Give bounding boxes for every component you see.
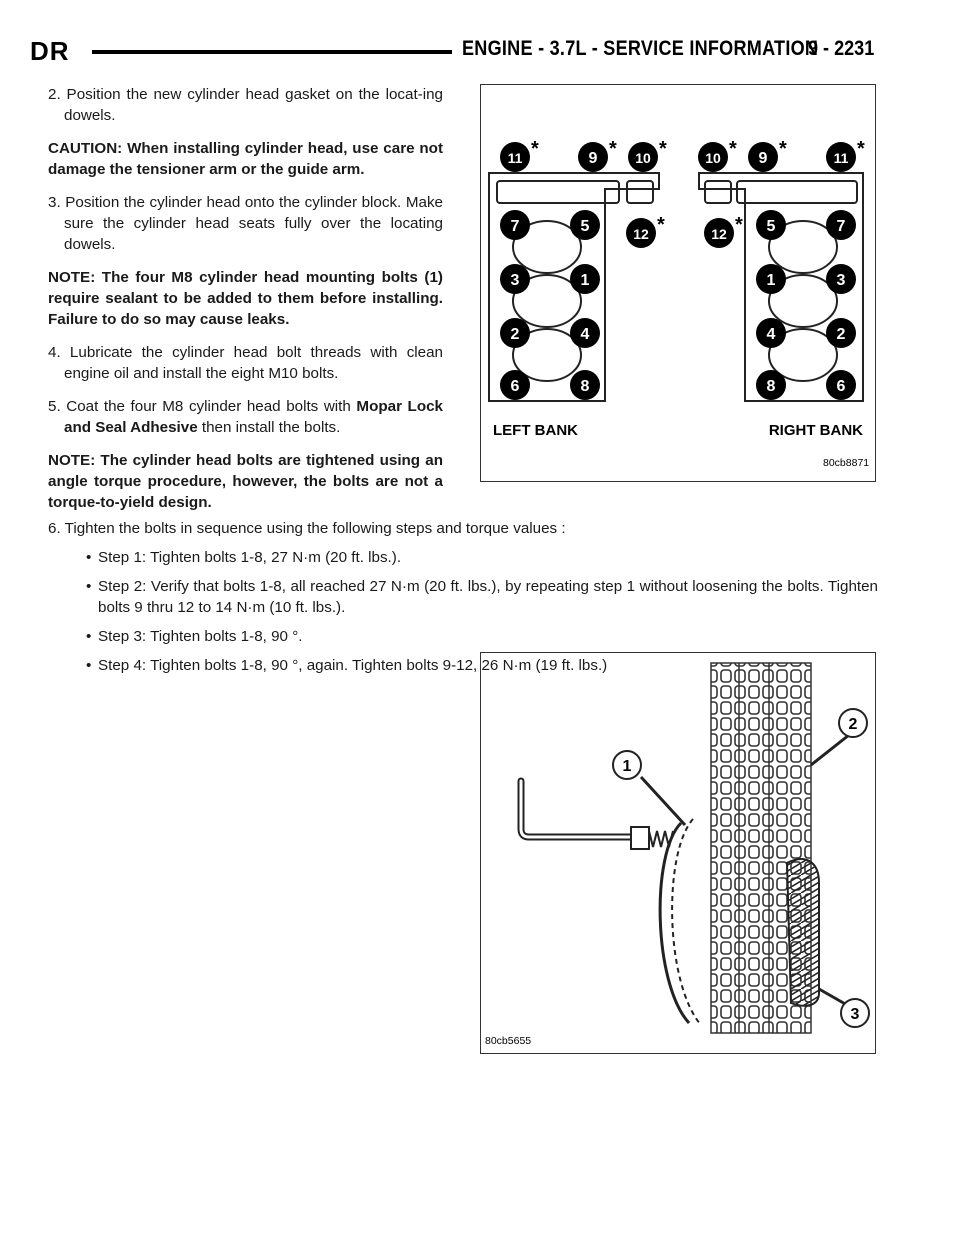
right-bank-bolt-number: 6: [836, 378, 846, 395]
callout-leader-3: [819, 989, 847, 1005]
header-rule: [92, 50, 452, 54]
note-angle-torque: NOTE: The cylinder head bolts are tightened using an angle torque procedure, however, the bolts are not a torque-to-yield design.: [48, 452, 443, 511]
callout-2-label: 2: [848, 716, 858, 733]
torque-step-item: [48, 547, 878, 568]
sprocket-teeth: [672, 819, 701, 1025]
torque-step-text: Step 4: Tighten bolts 1-8, 90 °, again. Tighten bolts 9-12, 26 N·m (19 ft. lbs.): [98, 657, 608, 674]
left-bank-cam-tab: [627, 181, 653, 203]
right-bank-bolt-number: 8: [766, 378, 776, 395]
procedure-column: [48, 84, 443, 525]
left-bank-bolt-star: *: [657, 214, 665, 236]
right-bank-bolt-number: 3: [836, 272, 846, 289]
left-bank-bolt-number: 1: [580, 272, 590, 289]
figure-id: 80cb8871: [823, 457, 870, 469]
left-bank-bolt-star: *: [659, 138, 667, 160]
right-bank-bolt-star: *: [729, 138, 737, 160]
left-bank-bolt-number: 10: [635, 150, 651, 166]
left-bank-bolt-number: 5: [580, 218, 590, 235]
caution-note: CAUTION: When installing cylinder head, use care not damage the tensioner arm or the guide arm.: [48, 140, 443, 178]
right-bank-bolt-star: *: [735, 214, 743, 236]
left-bank-bolt-number: 4: [580, 326, 590, 343]
right-bank-bolt-number: 4: [766, 326, 776, 343]
callout-leader-1: [641, 777, 685, 825]
torque-step-text: Step 2: Verify that bolts 1-8, all reached 27 N·m (20 ft. lbs.), by repeating step 1 without loosening the bolts. Tighten bolts 9 thru 12 to 14 N·m (10 ft. lbs.).: [98, 578, 878, 616]
step-5-text-b: then install the bolts.: [201, 419, 341, 436]
bullet: •: [86, 657, 92, 674]
torque-step-item: [48, 626, 878, 647]
torque-step-text: Step 1: Tighten bolts 1-8, 27 N·m (20 ft. lbs.).: [98, 549, 402, 566]
step-4: 4. Lubricate the cylinder head bolt threads with clean engine oil and install the eight M10 bolts.: [48, 344, 443, 382]
left-bank-bolt-star: *: [531, 138, 539, 160]
holding-pin: [521, 781, 631, 837]
right-bank-cam-tab: [705, 181, 731, 203]
helical-gear: [787, 859, 819, 1006]
torque-step-item: [48, 576, 878, 618]
step-5: [48, 396, 443, 438]
left-bank-bolt-number: 6: [510, 378, 520, 395]
left-bank-bolt-star: *: [609, 138, 617, 160]
bullet: •: [86, 628, 92, 645]
right-bank-bolt-number: 5: [766, 218, 776, 235]
callout-leader-2: [811, 735, 849, 765]
right-bank-label: RIGHT BANK: [768, 422, 863, 439]
section-code: DR: [30, 36, 70, 66]
callout-3-label: 3: [850, 1006, 860, 1023]
note-sealant: NOTE: The four M8 cylinder head mounting bolts (1) require sealant to be added to them before installing. Failure to do so may cause leaks.: [48, 269, 443, 328]
bullet: •: [86, 549, 92, 566]
holding-pin-highlight: [521, 781, 631, 837]
page-number: 9 - 2231: [808, 37, 875, 60]
callout-1-label: 1: [622, 758, 632, 775]
pin-threads: [649, 831, 673, 847]
bolt-sequence-diagram: [481, 85, 875, 481]
right-bank-bolt-number: 11: [833, 150, 849, 166]
bolt-sequence-figure: [480, 84, 876, 482]
right-bank-bolt-star: *: [779, 138, 787, 160]
left-bank-label: LEFT BANK: [493, 422, 578, 439]
left-bank-cam-cover: [497, 181, 619, 203]
left-bank-bolt-number: 8: [580, 378, 590, 395]
page-title: ENGINE - 3.7L - SERVICE INFORMATION: [462, 37, 819, 60]
timing-chain-illustration: [481, 653, 875, 1053]
pin-nut: [631, 827, 649, 849]
left-bank-bolt-number: 12: [633, 226, 649, 242]
step-3: 3. Position the cylinder head onto the cylinder block. Make sure the cylinder head seats fully over the locating dowels.: [48, 194, 443, 253]
left-bank-bolt-number: 9: [588, 150, 598, 167]
left-bank-bolt-number: 3: [510, 272, 520, 289]
right-bank-bolt-number: 7: [836, 218, 846, 235]
left-bank-bolt-number: 11: [507, 150, 523, 166]
sprocket-outer-edge: [660, 823, 689, 1023]
right-bank-bolt-number: 10: [705, 150, 721, 166]
figure-id: 80cb5655: [485, 1035, 532, 1047]
left-bank-bolt-number: 2: [510, 326, 520, 343]
right-bank-bolt-number: 9: [758, 150, 768, 167]
step-6: 6. Tighten the bolts in sequence using the following steps and torque values :: [48, 520, 566, 537]
step-5-text-a: 5. Coat the four M8 cylinder head bolts with: [48, 398, 351, 415]
right-bank-bolt-star: *: [857, 138, 865, 160]
right-bank-bolt-number: 2: [836, 326, 846, 343]
left-bank-bolt-number: 7: [510, 218, 520, 235]
step-2: 2. Position the new cylinder head gasket on the locat-ing dowels.: [48, 86, 443, 124]
torque-step-text: Step 3: Tighten bolts 1-8, 90 °.: [98, 628, 303, 645]
timing-chain-figure: [480, 652, 876, 1054]
bullet: •: [86, 578, 92, 595]
right-bank-bolt-number: 12: [711, 226, 727, 242]
right-bank-cam-cover: [737, 181, 857, 203]
product-name: Mopar Lock and Seal Adhesive: [64, 398, 443, 436]
right-bank-bolt-number: 1: [766, 272, 776, 289]
